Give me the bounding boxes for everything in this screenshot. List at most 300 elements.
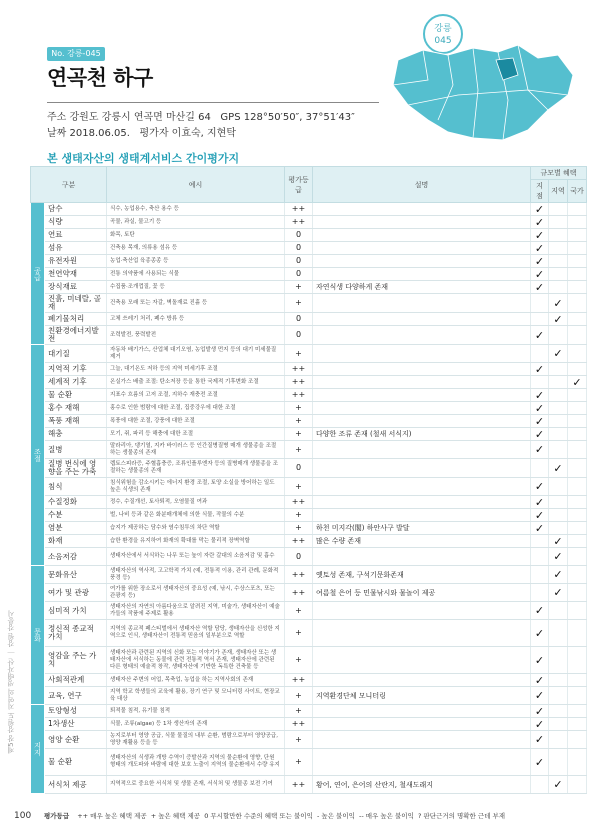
check-local (531, 459, 549, 478)
table-row (31, 749, 587, 776)
grade-value: 0 (285, 326, 313, 345)
check-local (531, 294, 549, 313)
evaluator-label: 평가자 (139, 128, 169, 139)
service-name: 영양 순환 (45, 731, 107, 749)
service-description (313, 415, 531, 428)
check-national (568, 548, 587, 566)
table-row (31, 705, 587, 718)
check-icon: ✓ (534, 673, 545, 687)
check-icon: ✓ (534, 401, 545, 415)
service-description (313, 363, 531, 376)
header-regional: 지역 (549, 180, 568, 203)
check-local (531, 268, 549, 281)
check-icon: ✓ (534, 202, 545, 216)
header-desc: 설명 (313, 167, 531, 203)
check-local (531, 402, 549, 415)
check-national (568, 705, 587, 718)
check-national (568, 674, 587, 687)
service-name: 염분 (45, 522, 107, 535)
grade-value: ++ (285, 376, 313, 389)
check-national (568, 428, 587, 441)
grade-value: + (285, 281, 313, 294)
section-title: 본 생태자산의 생태계서비스 간이평가지 (47, 152, 240, 165)
check-regional (549, 216, 568, 229)
page-title: 연곡천 하구 (47, 66, 153, 90)
grade-value: + (285, 749, 313, 776)
service-example: 생태자산 주변의 어업, 목축업, 농업을 하는 지역사회의 존재 (107, 674, 285, 687)
service-name: 식량 (45, 216, 107, 229)
table-row (31, 647, 587, 674)
date-value: 2018.06.05. (69, 128, 130, 139)
service-example: 말라리아, 댕기열, 지카 바이러스 등 인간질병질병 매개 생물종을 조절하는 생물종의 존재 (107, 441, 285, 459)
check-icon: ✓ (534, 280, 545, 294)
check-national (568, 687, 587, 705)
check-national (568, 459, 587, 478)
check-icon: ✓ (553, 296, 563, 310)
grade-value: 0 (285, 242, 313, 255)
header-national: 국가 (568, 180, 587, 203)
grade-value: ++ (285, 718, 313, 731)
grade-value: ++ (285, 674, 313, 687)
service-example: 지표수 흐름의 고저 조절, 지하수 재충전 조절 (107, 389, 285, 402)
service-name: 여가 및 관광 (45, 584, 107, 602)
check-national (568, 441, 587, 459)
service-example: 농업·축산업 육종종종 등 (107, 255, 285, 268)
check-national (568, 731, 587, 749)
table-row (31, 522, 587, 535)
check-local (531, 687, 549, 705)
service-name: 물 순환 (45, 389, 107, 402)
grade-value: 0 (285, 229, 313, 242)
check-regional (549, 647, 568, 674)
table-row (31, 313, 587, 326)
table-row (31, 459, 587, 478)
service-name: 세계적 기후 (45, 376, 107, 389)
service-description (313, 620, 531, 647)
service-example: 그늘, 대기온도 저하 등의 지역 미세기후 조절 (107, 363, 285, 376)
check-local (531, 535, 549, 548)
check-local (531, 478, 549, 496)
check-regional (549, 705, 568, 718)
check-local (531, 705, 549, 718)
check-icon: ✓ (534, 427, 545, 441)
check-icon: ✓ (553, 568, 563, 581)
grade-value: ++ (285, 203, 313, 216)
check-local (531, 326, 549, 345)
check-regional (549, 345, 568, 363)
check-local (531, 415, 549, 428)
service-description (313, 402, 531, 415)
service-description (313, 345, 531, 363)
check-local (531, 776, 549, 794)
check-national (568, 478, 587, 496)
grade-value: + (285, 345, 313, 363)
check-national (568, 496, 587, 509)
table-row (31, 376, 587, 389)
address-line (47, 108, 355, 123)
service-description (313, 203, 531, 216)
service-name: 연료 (45, 229, 107, 242)
service-example: 건축용 모래 또는 자갈, 벽돌재료 진흙 등 (107, 294, 285, 313)
check-icon: ✓ (534, 228, 545, 242)
legend-item: ++ 매우 높은 혜택 제공 (77, 812, 147, 820)
service-description (313, 459, 531, 478)
check-national (568, 326, 587, 345)
check-icon: ✓ (553, 586, 563, 599)
table-row (31, 718, 587, 731)
title-divider (47, 102, 379, 103)
service-description (313, 749, 531, 776)
service-example: 습지가 제공하는 담수와 염수침투의 차단 역할 (107, 522, 285, 535)
service-description (313, 441, 531, 459)
service-example: 퇴적물 침적, 유기물 침적 (107, 705, 285, 718)
table-row (31, 428, 587, 441)
service-name: 수분 (45, 509, 107, 522)
legend-item: + 높은 혜택 제공 (150, 812, 201, 820)
check-regional (549, 441, 568, 459)
check-local (531, 496, 549, 509)
table-row (31, 548, 587, 566)
check-icon: ✓ (534, 626, 545, 640)
service-description (313, 674, 531, 687)
check-icon: ✓ (534, 717, 545, 731)
service-example: 지역 학교 학생들의 교육에 활용, 장기 연구 및 모니터링 사이트, 현장교육 대상 (107, 687, 285, 705)
table-row (31, 776, 587, 794)
date-line (47, 124, 236, 139)
check-icon: ✓ (534, 521, 545, 535)
check-icon: ✓ (534, 704, 545, 718)
check-local (531, 229, 549, 242)
grade-value: + (285, 647, 313, 674)
service-name: 영감을 주는 가치 (45, 647, 107, 674)
grade-value: ++ (285, 535, 313, 548)
service-description (313, 376, 531, 389)
region-map (378, 40, 588, 150)
table-row (31, 242, 587, 255)
service-example: 곡물, 과실, 물고기 등 (107, 216, 285, 229)
service-name: 물 순환 (45, 749, 107, 776)
check-regional (549, 402, 568, 415)
service-example: 지역적으로 중요한 서식처 및 생물 존재, 서식처 및 생물종 보전 기여 (107, 776, 285, 794)
grade-value: + (285, 620, 313, 647)
check-icon: ✓ (534, 215, 545, 229)
check-icon: ✓ (534, 443, 545, 456)
legend-item: ? 판단근거의 명확한 근데 부재 (418, 812, 506, 820)
service-description (313, 268, 531, 281)
address-value: 강원도 강릉시 연곡면 마산길 64 (69, 112, 211, 123)
service-example: 온실가스 배출 조절: 탄소저장 등을 통한 국제적 기후변화 조절 (107, 376, 285, 389)
service-description (313, 255, 531, 268)
group-label-provisioning: 공급 (31, 203, 45, 345)
check-local (531, 389, 549, 402)
group-label-supporting: 지지 (31, 705, 45, 794)
check-national (568, 584, 587, 602)
check-local (531, 749, 549, 776)
check-local (531, 203, 549, 216)
service-description: 다양한 조류 존재 (철새 서식지) (313, 428, 531, 441)
table-row (31, 584, 587, 602)
service-name: 친환경에너지발전 (45, 326, 107, 345)
check-local (531, 731, 549, 749)
check-local (531, 674, 549, 687)
check-icon: ✓ (534, 267, 545, 281)
service-example: 수집품·조개껍질, 꽃 등 (107, 281, 285, 294)
table-row (31, 294, 587, 313)
grade-value: ++ (285, 566, 313, 584)
check-national (568, 749, 587, 776)
service-description (313, 548, 531, 566)
service-name: 질병 번식에 영향을 주는 가축 (45, 459, 107, 478)
service-name: 문화유산 (45, 566, 107, 584)
check-icon: ✓ (534, 241, 545, 255)
table-row (31, 687, 587, 705)
check-regional (549, 229, 568, 242)
service-description (313, 216, 531, 229)
service-example: 조력발전, 풍력발전 (107, 326, 285, 345)
legend-title: 평가등급 (44, 812, 70, 820)
check-icon: ✓ (534, 604, 545, 617)
check-national (568, 376, 587, 389)
service-name: 소음저감 (45, 548, 107, 566)
check-regional (549, 203, 568, 216)
check-national (568, 229, 587, 242)
side-chapter-text: 제5장 강원도 지역의 생태자산 ｜ 강원 강릉시 (7, 610, 15, 754)
check-regional (549, 255, 568, 268)
service-example: 정수, 수질개선, 토사퇴적, 오염물질 여과 (107, 496, 285, 509)
check-local (531, 255, 549, 268)
table-row (31, 326, 587, 345)
grade-value: + (285, 705, 313, 718)
check-local (531, 522, 549, 535)
service-name: 홍수 재해 (45, 402, 107, 415)
site-tag: No. 강릉-045 (47, 47, 105, 61)
check-regional (549, 749, 568, 776)
check-local (531, 566, 549, 584)
grade-value: ++ (285, 389, 313, 402)
service-name: 질병 (45, 441, 107, 459)
badge-region: 강릉 (434, 24, 452, 34)
check-regional (549, 674, 568, 687)
table-row (31, 535, 587, 548)
service-example: 모기, 쥐, 파리 등 해충에 대한 조절 (107, 428, 285, 441)
gps-value: 128°50′50″, 37°51′43″ (243, 112, 355, 123)
table-row (31, 620, 587, 647)
check-local (531, 313, 549, 326)
service-example: 생태자산의 역사적, 고고학적 가치 (예, 전통적 이용, 관리 관례, 문화적 풍경 등) (107, 566, 285, 584)
check-icon: ✓ (534, 388, 545, 402)
service-name: 대기질 (45, 345, 107, 363)
service-description: 황어, 연어, 은어의 산란지, 철새도래지 (313, 776, 531, 794)
check-national (568, 363, 587, 376)
service-name: 정신적 종교적 가치 (45, 620, 107, 647)
table-row (31, 389, 587, 402)
service-example: 전통 의약품에 사용되는 식물 (107, 268, 285, 281)
check-regional (549, 242, 568, 255)
service-description (313, 389, 531, 402)
check-icon: ✓ (534, 755, 545, 769)
table-row (31, 496, 587, 509)
service-description: 자연식생 다양하게 존재 (313, 281, 531, 294)
check-national (568, 415, 587, 428)
service-example: 렙토스피라증, 주혈흡충증, 조류인플루엔자 등의 질병매개 생물종을 조절하는 생물종의 존재 (107, 459, 285, 478)
check-national (568, 216, 587, 229)
table-row (31, 478, 587, 496)
service-description (313, 705, 531, 718)
grade-value: + (285, 731, 313, 749)
check-regional (549, 294, 568, 313)
check-regional (549, 376, 568, 389)
check-regional (549, 548, 568, 566)
check-national (568, 522, 587, 535)
grade-value: ++ (285, 363, 313, 376)
check-regional (549, 268, 568, 281)
check-icon: ✓ (534, 414, 545, 428)
check-national (568, 203, 587, 216)
check-national (568, 345, 587, 363)
service-name: 장식재료 (45, 281, 107, 294)
check-icon: ✓ (534, 254, 545, 268)
check-local (531, 345, 549, 363)
grade-value: + (285, 402, 313, 415)
check-local (531, 441, 549, 459)
service-description (313, 731, 531, 749)
table-row (31, 281, 587, 294)
service-description: 지역환경단체 모니터링 (313, 687, 531, 705)
check-icon: ✓ (553, 461, 563, 475)
check-regional (549, 496, 568, 509)
check-local (531, 428, 549, 441)
table-row (31, 268, 587, 281)
table-row (31, 674, 587, 687)
service-description (313, 718, 531, 731)
grade-value: ++ (285, 584, 313, 602)
table-row (31, 363, 587, 376)
header-example: 예시 (107, 167, 285, 203)
check-national (568, 647, 587, 674)
service-example: 농지로부터 영양 공급, 식물 물질의 내부 순환, 범람으로부터 영양공급, 영양 재활용 등을 등 (107, 731, 285, 749)
legend-item: -- 매우 높은 불이익 (359, 812, 414, 820)
check-regional (549, 509, 568, 522)
grade-value: ++ (285, 496, 313, 509)
check-local (531, 242, 549, 255)
check-regional (549, 313, 568, 326)
service-example: 생태자산의 식생과 개방 수역이 증발산과 지역의 물순환에 영향, 단원 형태의 개도파와 바람에 대한 보호 노출이 지역의 물순환에서 수량 유지 (107, 749, 285, 776)
grade-value: + (285, 602, 313, 620)
check-local (531, 548, 549, 566)
table-row (31, 415, 587, 428)
grade-value: ++ (285, 776, 313, 794)
service-description (313, 326, 531, 345)
table-row (31, 509, 587, 522)
service-name: 수질정화 (45, 496, 107, 509)
service-description: 많은 수량 존재 (313, 535, 531, 548)
check-icon: ✓ (534, 480, 545, 493)
badge-number: 045 (434, 36, 452, 46)
grade-value: + (285, 509, 313, 522)
table-row (31, 731, 587, 749)
service-name: 토양형성 (45, 705, 107, 718)
table-row (31, 216, 587, 229)
check-regional (549, 718, 568, 731)
check-national (568, 566, 587, 584)
group-label-regulating: 조절 (31, 345, 45, 566)
check-local (531, 363, 549, 376)
grade-value: + (285, 428, 313, 441)
check-national (568, 776, 587, 794)
service-name: 1차생산 (45, 718, 107, 731)
grade-value: 0 (285, 459, 313, 478)
service-name: 폐기물처리 (45, 313, 107, 326)
table-row (31, 402, 587, 415)
table-row (31, 602, 587, 620)
check-icon: ✓ (534, 689, 545, 702)
service-name: 침식 (45, 478, 107, 496)
service-name: 해충 (45, 428, 107, 441)
check-icon: ✓ (572, 375, 582, 389)
check-regional (549, 428, 568, 441)
grade-value: 0 (285, 255, 313, 268)
service-example: 식수, 농업용수, 축산 용수 등 (107, 203, 285, 216)
address-label: 주소 (47, 112, 67, 123)
service-description (313, 509, 531, 522)
check-regional (549, 415, 568, 428)
check-national (568, 281, 587, 294)
check-national (568, 268, 587, 281)
header-grade: 평가등급 (285, 167, 313, 203)
grade-value: 0 (285, 313, 313, 326)
service-example: 고체 쓰레기 처리, 폐수 방류 등 (107, 313, 285, 326)
service-name: 담수 (45, 203, 107, 216)
grade-value: + (285, 441, 313, 459)
service-name: 사회적관계 (45, 674, 107, 687)
service-name: 교육, 연구 (45, 687, 107, 705)
service-description (313, 242, 531, 255)
check-national (568, 620, 587, 647)
service-example: 생태자산에서 서식하는 나무 또는 높이 자란 갈대의 소음저감 및 흡수 (107, 548, 285, 566)
service-example: 생태자산의 자연의 아름다움으로 알려진 지역, 미술가, 생태자산이 예술가들의 작품에 주제로 활용 (107, 602, 285, 620)
service-example: 식물, 조류(algae) 등 1차 생산자의 존재 (107, 718, 285, 731)
check-national (568, 535, 587, 548)
check-local (531, 584, 549, 602)
check-national (568, 242, 587, 255)
check-regional (549, 602, 568, 620)
grade-value: + (285, 522, 313, 535)
check-icon: ✓ (534, 733, 545, 746)
service-description (313, 313, 531, 326)
service-name: 유전자원 (45, 255, 107, 268)
grade-value: + (285, 478, 313, 496)
service-description (313, 229, 531, 242)
date-label: 날짜 (47, 128, 67, 139)
check-regional (549, 326, 568, 345)
check-regional (549, 459, 568, 478)
service-example: 생태자산과 관련된 지역의 신화 또는 이야기가 존재, 생태자산 또는 생태자산에 서식하는 동물에 관련 전통적 역서 존재, 생태자산에 관련된 다른 형태의 예술적 창작, 생태자산에 기반한 독특한 건축물 등 (107, 647, 285, 674)
service-example: 지역의 종교적 페스티벌에서 생태자산 역할 담당, 생태자산을 신성한 지역으로 인식, 생태자산이 전통적 믿음의 일부분으로 역할 (107, 620, 285, 647)
check-regional (549, 363, 568, 376)
service-example: 여가를 위한 장소로서 생태자산의 중요성 (예, 낚시, 수상스포츠, 또는 관광지 등) (107, 584, 285, 602)
grade-value: 0 (285, 268, 313, 281)
service-description: 여름철 은어 등 민물낚시와 물놀이 제공 (313, 584, 531, 602)
check-icon: ✓ (534, 495, 545, 509)
service-example: 폭풍에 대한 조절, 강풍에 대한 조절 (107, 415, 285, 428)
service-description (313, 294, 531, 313)
check-local (531, 647, 549, 674)
check-regional (549, 584, 568, 602)
check-regional (549, 535, 568, 548)
service-description: 하천 미지각(閣) 하안사구 발달 (313, 522, 531, 535)
service-example: 홍수로 인한 범람에 대한 조절, 집중강우에 대한 조절 (107, 402, 285, 415)
table-row (31, 203, 587, 216)
